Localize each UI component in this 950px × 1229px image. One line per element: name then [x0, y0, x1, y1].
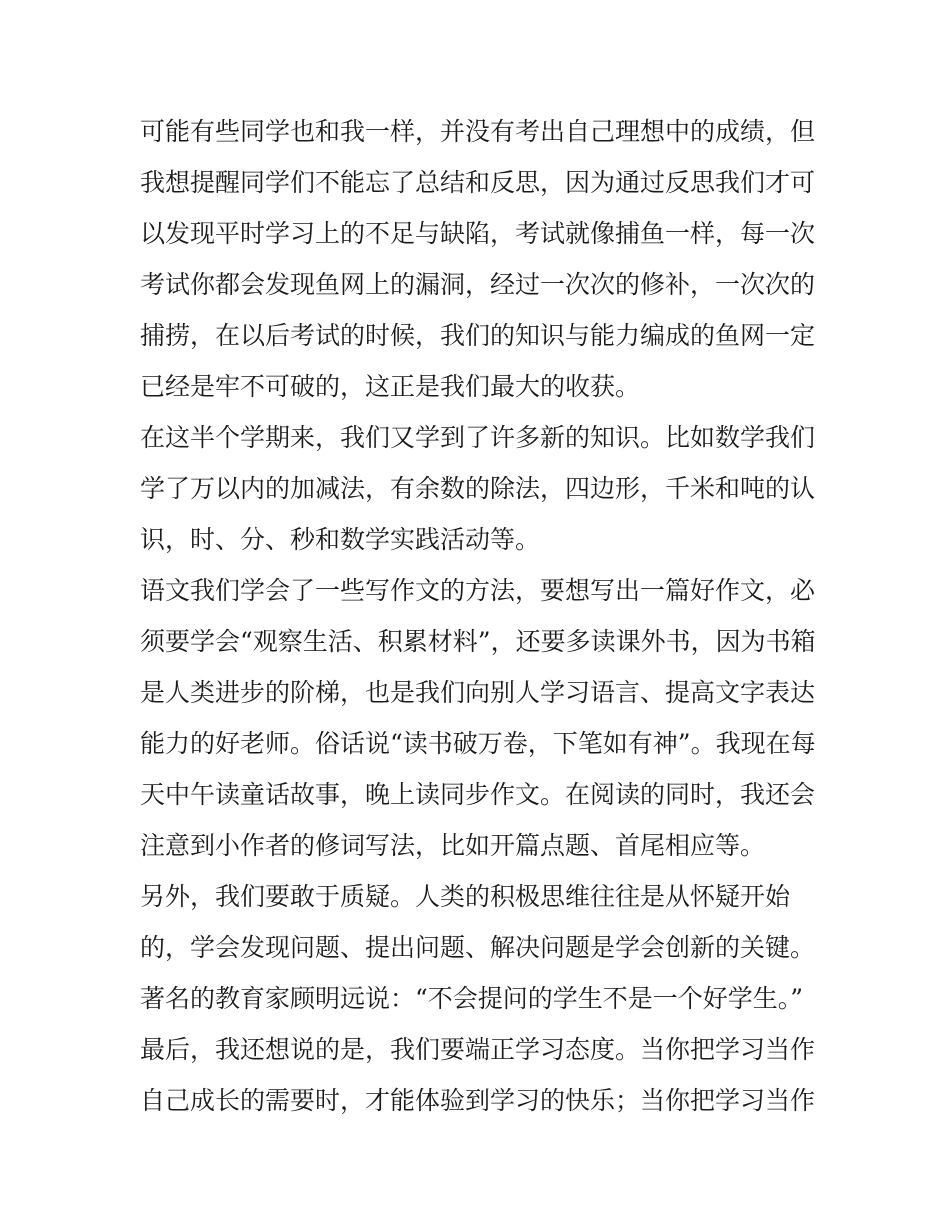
text-line: 的，学会发现问题、提出问题、解决问题是学会创新的关键。	[140, 933, 816, 962]
text-line: 注意到小作者的修词写法，比如开篇点题、首尾相应等。	[140, 831, 766, 860]
text-line: 能力的好老师。俗话说“读书破万卷，下笔如有神”。我现在每	[140, 729, 816, 758]
text-line: 我想提醒同学们不能忘了总结和反思，因为通过反思我们才可	[140, 168, 816, 197]
text-line: 捕捞，在以后考试的时候，我们的知识与能力编成的鱼网一定	[140, 321, 816, 350]
text-line: 以发现平时学习上的不足与缺陷，考试就像捕鱼一样，每一次	[140, 219, 816, 248]
text-line: 考试你都会发现鱼网上的漏洞，经过一次次的修补，一次次的	[140, 270, 816, 299]
text-line: 语文我们学会了一些写作文的方法，要想写出一篇好作文，必	[140, 576, 816, 605]
text-line: 在这半个学期来，我们又学到了许多新的知识。比如数学我们	[140, 423, 816, 452]
text-line: 天中午读童话故事，晚上读同步作文。在阅读的同时，我还会	[140, 780, 816, 809]
text-line: 识，时、分、秒和数学实践活动等。	[140, 525, 541, 554]
text-line: 可能有些同学也和我一样，并没有考出自己理想中的成绩，但	[140, 117, 816, 146]
text-line: 已经是牢不可破的，这正是我们最大的收获。	[140, 372, 641, 401]
text-line: 另外，我们要敢于质疑。人类的积极思维往往是从怀疑开始	[140, 882, 791, 911]
text-line: 最后，我还想说的是，我们要端正学习态度。当你把学习当作	[140, 1035, 816, 1064]
text-line: 是人类进步的阶梯，也是我们向别人学习语言、提高文字表达	[140, 678, 816, 707]
text-line: 学了万以内的加减法，有余数的除法，四边形，千米和吨的认	[140, 474, 816, 503]
text-line: 须要学会“观察生活、积累材料”，还要多读课外书，因为书箱	[140, 627, 816, 656]
document-body	[140, 106, 820, 1126]
text-line: 自己成长的需要时，才能体验到学习的快乐；当你把学习当作	[140, 1086, 816, 1115]
text-line: 著名的教育家顾明远说：“不会提问的学生不是一个好学生。”	[140, 984, 804, 1013]
